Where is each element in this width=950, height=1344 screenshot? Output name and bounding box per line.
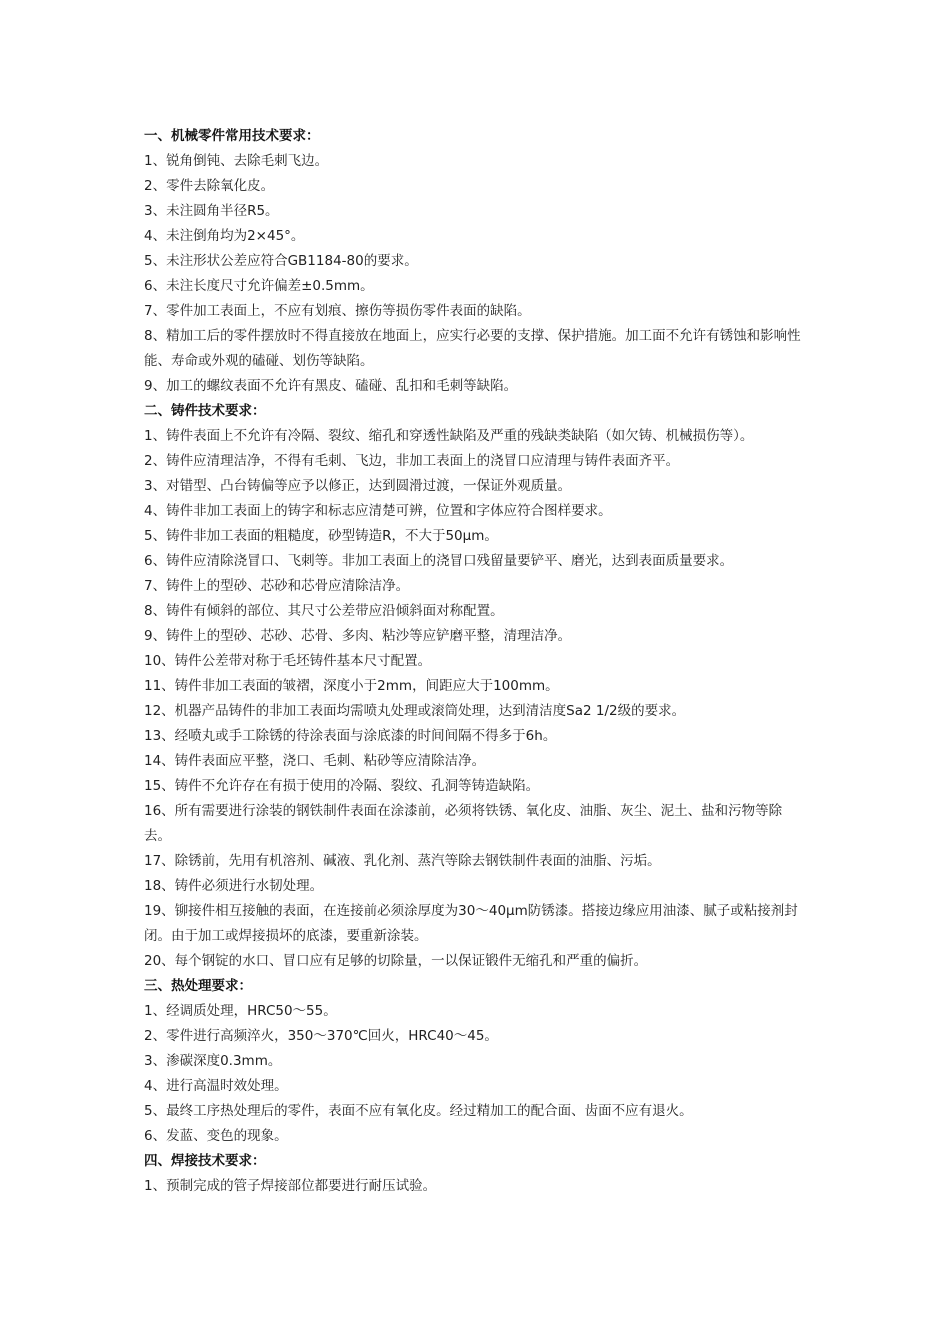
list-item: 2、零件去除氧化皮。 <box>144 178 275 194</box>
list-item: 2、零件进行高频淬火，350～370℃回火，HRC40～45。 <box>144 1028 498 1044</box>
list-item: 4、铸件非加工表面上的铸字和标志应清楚可辨，位置和字体应符合图样要求。 <box>144 503 612 519</box>
list-item: 2、铸件应清理洁净，不得有毛刺、飞边，非加工表面上的浇冒口应清理与铸件表面齐平。 <box>144 453 680 469</box>
list-item: 19、铆接件相互接触的表面，在连接前必须涂厚度为30～40μm防锈漆。搭接边缘应用油漆、腻子或粘接剂封闭。由于加工或焊接损坏的底漆，要重新涂装。 <box>144 903 798 944</box>
list-item: 7、铸件上的型砂、芯砂和芯骨应清除洁净。 <box>144 578 410 594</box>
section-casting <box>144 399 809 974</box>
list-item: 5、未注形状公差应符合GB1184-80的要求。 <box>144 253 418 269</box>
list-item: 13、经喷丸或手工除锈的待涂表面与涂底漆的时间间隔不得多于6h。 <box>144 728 557 744</box>
list-item: 17、除锈前，先用有机溶剂、碱液、乳化剂、蒸汽等除去钢铁制件表面的油脂、污垢。 <box>144 853 661 869</box>
list-item: 4、进行高温时效处理。 <box>144 1078 288 1094</box>
document-body <box>144 124 809 1199</box>
list-item: 12、机器产品铸件的非加工表面均需喷丸处理或滚筒处理，达到清洁度Sa2 1/2级的要求。 <box>144 703 686 719</box>
list-item: 1、经调质处理，HRC50～55。 <box>144 1003 337 1019</box>
list-item: 8、精加工后的零件摆放时不得直接放在地面上，应实行必要的支撑、保护措施。加工面不允许有锈蚀和影响性能、寿命或外观的磕碰、划伤等缺陷。 <box>144 328 801 369</box>
section-heading: 二、铸件技术要求： <box>144 403 266 419</box>
section-welding <box>144 1149 809 1199</box>
list-item: 8、铸件有倾斜的部位、其尺寸公差带应沿倾斜面对称配置。 <box>144 603 504 619</box>
list-item: 11、铸件非加工表面的皱褶，深度小于2mm，间距应大于100mm。 <box>144 678 559 694</box>
section-heat-treatment <box>144 974 809 1149</box>
list-item: 1、预制完成的管子焊接部位都要进行耐压试验。 <box>144 1178 437 1194</box>
list-item: 9、加工的螺纹表面不允许有黑皮、磕碰、乱扣和毛刺等缺陷。 <box>144 378 518 394</box>
list-item: 9、铸件上的型砂、芯砂、芯骨、多肉、粘沙等应铲磨平整，清理洁净。 <box>144 628 572 644</box>
section-heading: 三、热处理要求： <box>144 978 252 994</box>
list-item: 15、铸件不允许存在有损于使用的冷隔、裂纹、孔洞等铸造缺陷。 <box>144 778 540 794</box>
list-item: 6、铸件应清除浇冒口、飞刺等。非加工表面上的浇冒口残留量要铲平、磨光，达到表面质量要求。 <box>144 553 734 569</box>
section-machining <box>144 124 809 399</box>
list-item: 5、铸件非加工表面的粗糙度，砂型铸造R，不大于50μm。 <box>144 528 498 544</box>
list-item: 10、铸件公差带对称于毛坯铸件基本尺寸配置。 <box>144 653 432 669</box>
list-item: 14、铸件表面应平整，浇口、毛刺、粘砂等应清除洁净。 <box>144 753 486 769</box>
list-item: 4、未注倒角均为2×45°。 <box>144 228 305 244</box>
section-heading: 一、机械零件常用技术要求： <box>144 128 320 144</box>
list-item: 3、对错型、凸台铸偏等应予以修正，达到圆滑过渡，一保证外观质量。 <box>144 478 572 494</box>
list-item: 20、每个钢锭的水口、冒口应有足够的切除量，一以保证锻件无缩孔和严重的偏折。 <box>144 953 648 969</box>
list-item: 6、发蓝、变色的现象。 <box>144 1128 288 1144</box>
list-item: 1、铸件表面上不允许有冷隔、裂纹、缩孔和穿透性缺陷及严重的残缺类缺陷（如欠铸、机械损伤等）。 <box>144 428 754 444</box>
section-heading: 四、焊接技术要求： <box>144 1153 266 1169</box>
list-item: 1、锐角倒钝、去除毛刺飞边。 <box>144 153 329 169</box>
list-item: 3、渗碳深度0.3mm。 <box>144 1053 282 1069</box>
list-item: 18、铸件必须进行水韧处理。 <box>144 878 324 894</box>
list-item: 6、未注长度尺寸允许偏差±0.5mm。 <box>144 278 374 294</box>
list-item: 7、零件加工表面上，不应有划痕、擦伤等损伤零件表面的缺陷。 <box>144 303 531 319</box>
list-item: 5、最终工序热处理后的零件，表面不应有氧化皮。经过精加工的配合面、齿面不应有退火。 <box>144 1103 693 1119</box>
list-item: 16、所有需要进行涂装的钢铁制件表面在涂漆前，必须将铁锈、氧化皮、油脂、灰尘、泥土、盐和污物等除去。 <box>144 803 783 844</box>
list-item: 3、未注圆角半径R5。 <box>144 203 279 219</box>
